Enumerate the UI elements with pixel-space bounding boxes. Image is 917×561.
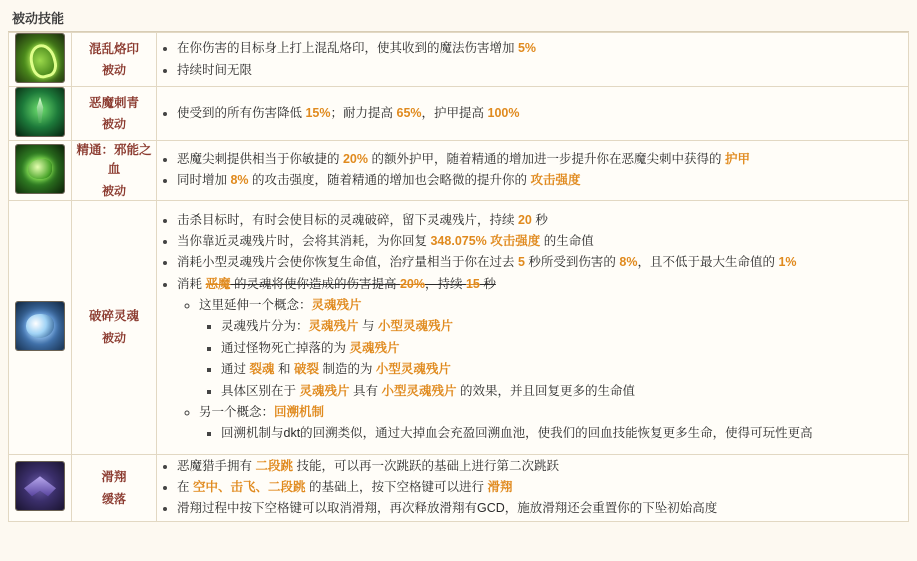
highlight-text: 5% — [517, 41, 537, 56]
list-item — [199, 296, 908, 401]
body-text: 的效果，并且回复更多的生命值 — [456, 383, 635, 398]
highlight-text: 二段跳 — [255, 458, 293, 473]
list-item — [177, 499, 908, 518]
skill-desc-cell — [157, 33, 909, 87]
body-text: 技能，可以再一次跳跃的基础上进行第二次跳跃 — [293, 458, 559, 473]
list-item — [199, 403, 908, 444]
passive-skills-table — [8, 32, 909, 522]
body-text: 这里延伸一个概念： — [199, 298, 312, 312]
body-text: 具有 — [349, 383, 382, 398]
body-text: 的基础上，按下空格键可以进行 — [305, 480, 488, 494]
body-text: 使受到的所有伤害降低 — [177, 105, 306, 120]
list-item — [221, 339, 908, 358]
highlight-text: 攻击强度 — [530, 173, 581, 188]
skill-type: 被动 — [101, 183, 126, 198]
highlight-text: 滑翔 — [487, 480, 513, 494]
body-text: 击杀目标时，有时会使目标的灵魂破碎，留下灵魂残片，持续 — [177, 212, 518, 227]
highlight-text: 护甲 — [724, 151, 750, 166]
skill-icon-cell — [9, 87, 72, 141]
page-title: 被动技能 — [12, 11, 65, 26]
skill-desc-cell — [157, 141, 909, 201]
highlight-text: 小型灵魂残片 — [381, 383, 457, 398]
highlight-text: 15 — [465, 276, 480, 291]
list-item — [177, 61, 908, 80]
body-text: 另一个概念： — [199, 404, 275, 419]
highlight-text: 348.075% — [430, 233, 487, 248]
list-item — [177, 211, 908, 230]
sub-list — [199, 424, 908, 443]
list-item — [177, 150, 908, 169]
skill-icon-cell — [9, 454, 72, 521]
list-item — [177, 171, 908, 190]
highlight-text: 8% — [619, 255, 638, 270]
list-item — [177, 457, 908, 476]
skill-desc-list — [157, 150, 908, 191]
table-row — [9, 87, 909, 141]
highlight-text: 裂魂 — [249, 362, 275, 377]
skill-desc-list — [157, 39, 908, 80]
body-text: 在你伤害的目标身上打上混乱烙印，使其收到的魔法伤害增加 — [177, 41, 518, 56]
body-text: 当你靠近灵魂残片时，会将其消耗，为你回复 — [177, 233, 431, 248]
highlight-text: 破裂 — [293, 362, 319, 377]
skills-table-body — [9, 33, 909, 522]
skill-type: 被动 — [101, 330, 126, 345]
highlight-text: 恶魔 — [205, 276, 231, 291]
demon-blood-icon — [15, 144, 65, 194]
highlight-text: 的灵魂将使你造成的伤害提高 — [230, 276, 400, 291]
highlight-text: 65% — [396, 105, 422, 120]
list-item — [177, 478, 908, 497]
list-item — [177, 39, 908, 58]
body-text: 回溯机制与dkt的回溯类似，通过大掉血会充盈回溯血池，使我们的回血技能恢复更多生命，使得可玩性更高 — [221, 426, 813, 441]
skill-name: 破碎灵魂 — [88, 309, 139, 324]
table-row — [9, 33, 909, 87]
body-text: 具体区别在于 — [221, 383, 300, 398]
sub-list — [199, 317, 908, 401]
body-text: ，护甲提高 — [421, 105, 488, 120]
highlight-text: 20 — [517, 212, 532, 227]
list-item — [177, 253, 908, 272]
body-text: 恶魔尖刺提供相当于你敏捷的 — [177, 151, 343, 166]
body-text: 通过 — [221, 362, 250, 377]
body-text: 制造的为 — [318, 362, 376, 377]
skill-name-cell — [72, 33, 157, 87]
list-item — [177, 104, 908, 123]
body-text: 秒所受到伤害的 — [524, 255, 620, 270]
skill-name: 恶魔刺青 — [88, 95, 139, 110]
demon-spike-icon — [15, 87, 65, 137]
highlight-text: ，持续 — [424, 276, 466, 291]
body-text: 通过怪物死亡掉落的为 — [221, 340, 350, 355]
highlight-text: 灵魂残片 — [308, 319, 359, 334]
body-text: 的额外护甲，随着精通的增加进一步提升你在恶魔尖刺中获得的 — [368, 151, 725, 166]
sub-list — [177, 296, 908, 444]
list-item — [177, 275, 908, 444]
table-row — [9, 141, 909, 201]
chaos-brand-icon — [15, 33, 65, 83]
skill-name-cell — [72, 141, 157, 201]
skill-name-cell — [72, 454, 157, 521]
body-text: 消耗小型灵魂残片会使你恢复生命值，治疗量相当于你在过去 — [177, 255, 518, 270]
highlight-text: 5 — [517, 255, 525, 270]
highlight-text: 灵魂残片 — [299, 383, 350, 398]
body-text: 同时增加 — [177, 173, 231, 188]
skill-type: 被动 — [101, 117, 126, 132]
skill-name: 混乱烙印 — [88, 41, 139, 56]
body-text: 在 — [177, 480, 193, 494]
body-text: 恶魔猎手拥有 — [177, 458, 256, 473]
skill-name: 精通：邪能之血 — [76, 143, 152, 176]
skill-icon-cell — [9, 33, 72, 87]
highlight-text: 灵魂残片 — [311, 298, 362, 312]
skill-desc-list — [157, 104, 908, 123]
skill-name-cell — [72, 200, 157, 454]
skill-name: 滑翔 — [101, 469, 127, 484]
skill-desc-list — [157, 457, 908, 519]
body-text: ，且不低于最大生命值的 — [637, 255, 779, 270]
highlight-text: 100% — [487, 105, 520, 120]
list-item — [221, 424, 908, 443]
body-text: 与 — [358, 319, 378, 334]
skill-desc-list — [157, 211, 908, 444]
highlight-text: 回溯机制 — [274, 404, 325, 419]
list-item — [221, 360, 908, 379]
highlight-text: 15% — [305, 105, 331, 120]
body-text: 滑翔过程中按下空格键可以取消滑翔，再次释放滑翔有GCD，施放滑翔还会重置你的下坠初始高度 — [177, 501, 718, 516]
highlight-text: 8% — [230, 173, 249, 188]
skill-icon-cell — [9, 141, 72, 201]
table-row — [9, 454, 909, 521]
body-text: 持续时间无限 — [177, 62, 253, 77]
body-text: 和 — [274, 362, 294, 377]
body-text: 的生命值 — [540, 233, 594, 248]
highlight-text: 小型灵魂残片 — [375, 362, 451, 377]
skill-name-cell — [72, 87, 157, 141]
table-row — [9, 200, 909, 454]
highlight-text: 小型灵魂残片 — [377, 319, 453, 334]
list-item — [177, 232, 908, 251]
highlight-text: 空中、击飞、二段跳 — [192, 480, 306, 494]
body-text: 秒 — [531, 212, 548, 227]
skill-desc-cell — [157, 200, 909, 454]
skill-type: 缓落 — [101, 491, 126, 506]
body-text: 的攻击强度，随着精通的增加也会略微的提升你的 — [248, 173, 531, 188]
highlight-text: 攻击强度 — [490, 233, 541, 248]
list-item — [221, 382, 908, 401]
body-text: 灵魂残片分为： — [221, 319, 309, 334]
soul-shatter-icon — [15, 301, 65, 351]
highlight-text: 秒 — [479, 276, 496, 291]
highlight-text: 20% — [399, 276, 425, 291]
skill-desc-cell — [157, 454, 909, 521]
list-item — [221, 317, 908, 336]
body-text: 消耗 — [177, 276, 206, 291]
skill-type: 被动 — [101, 63, 126, 78]
highlight-text: 1% — [778, 255, 797, 270]
glide-icon — [15, 461, 65, 511]
highlight-text: 20% — [342, 151, 369, 166]
body-text: ；耐力提高 — [330, 105, 397, 120]
skill-desc-cell — [157, 87, 909, 141]
highlight-text: 灵魂残片 — [349, 340, 400, 355]
skill-icon-cell — [9, 200, 72, 454]
